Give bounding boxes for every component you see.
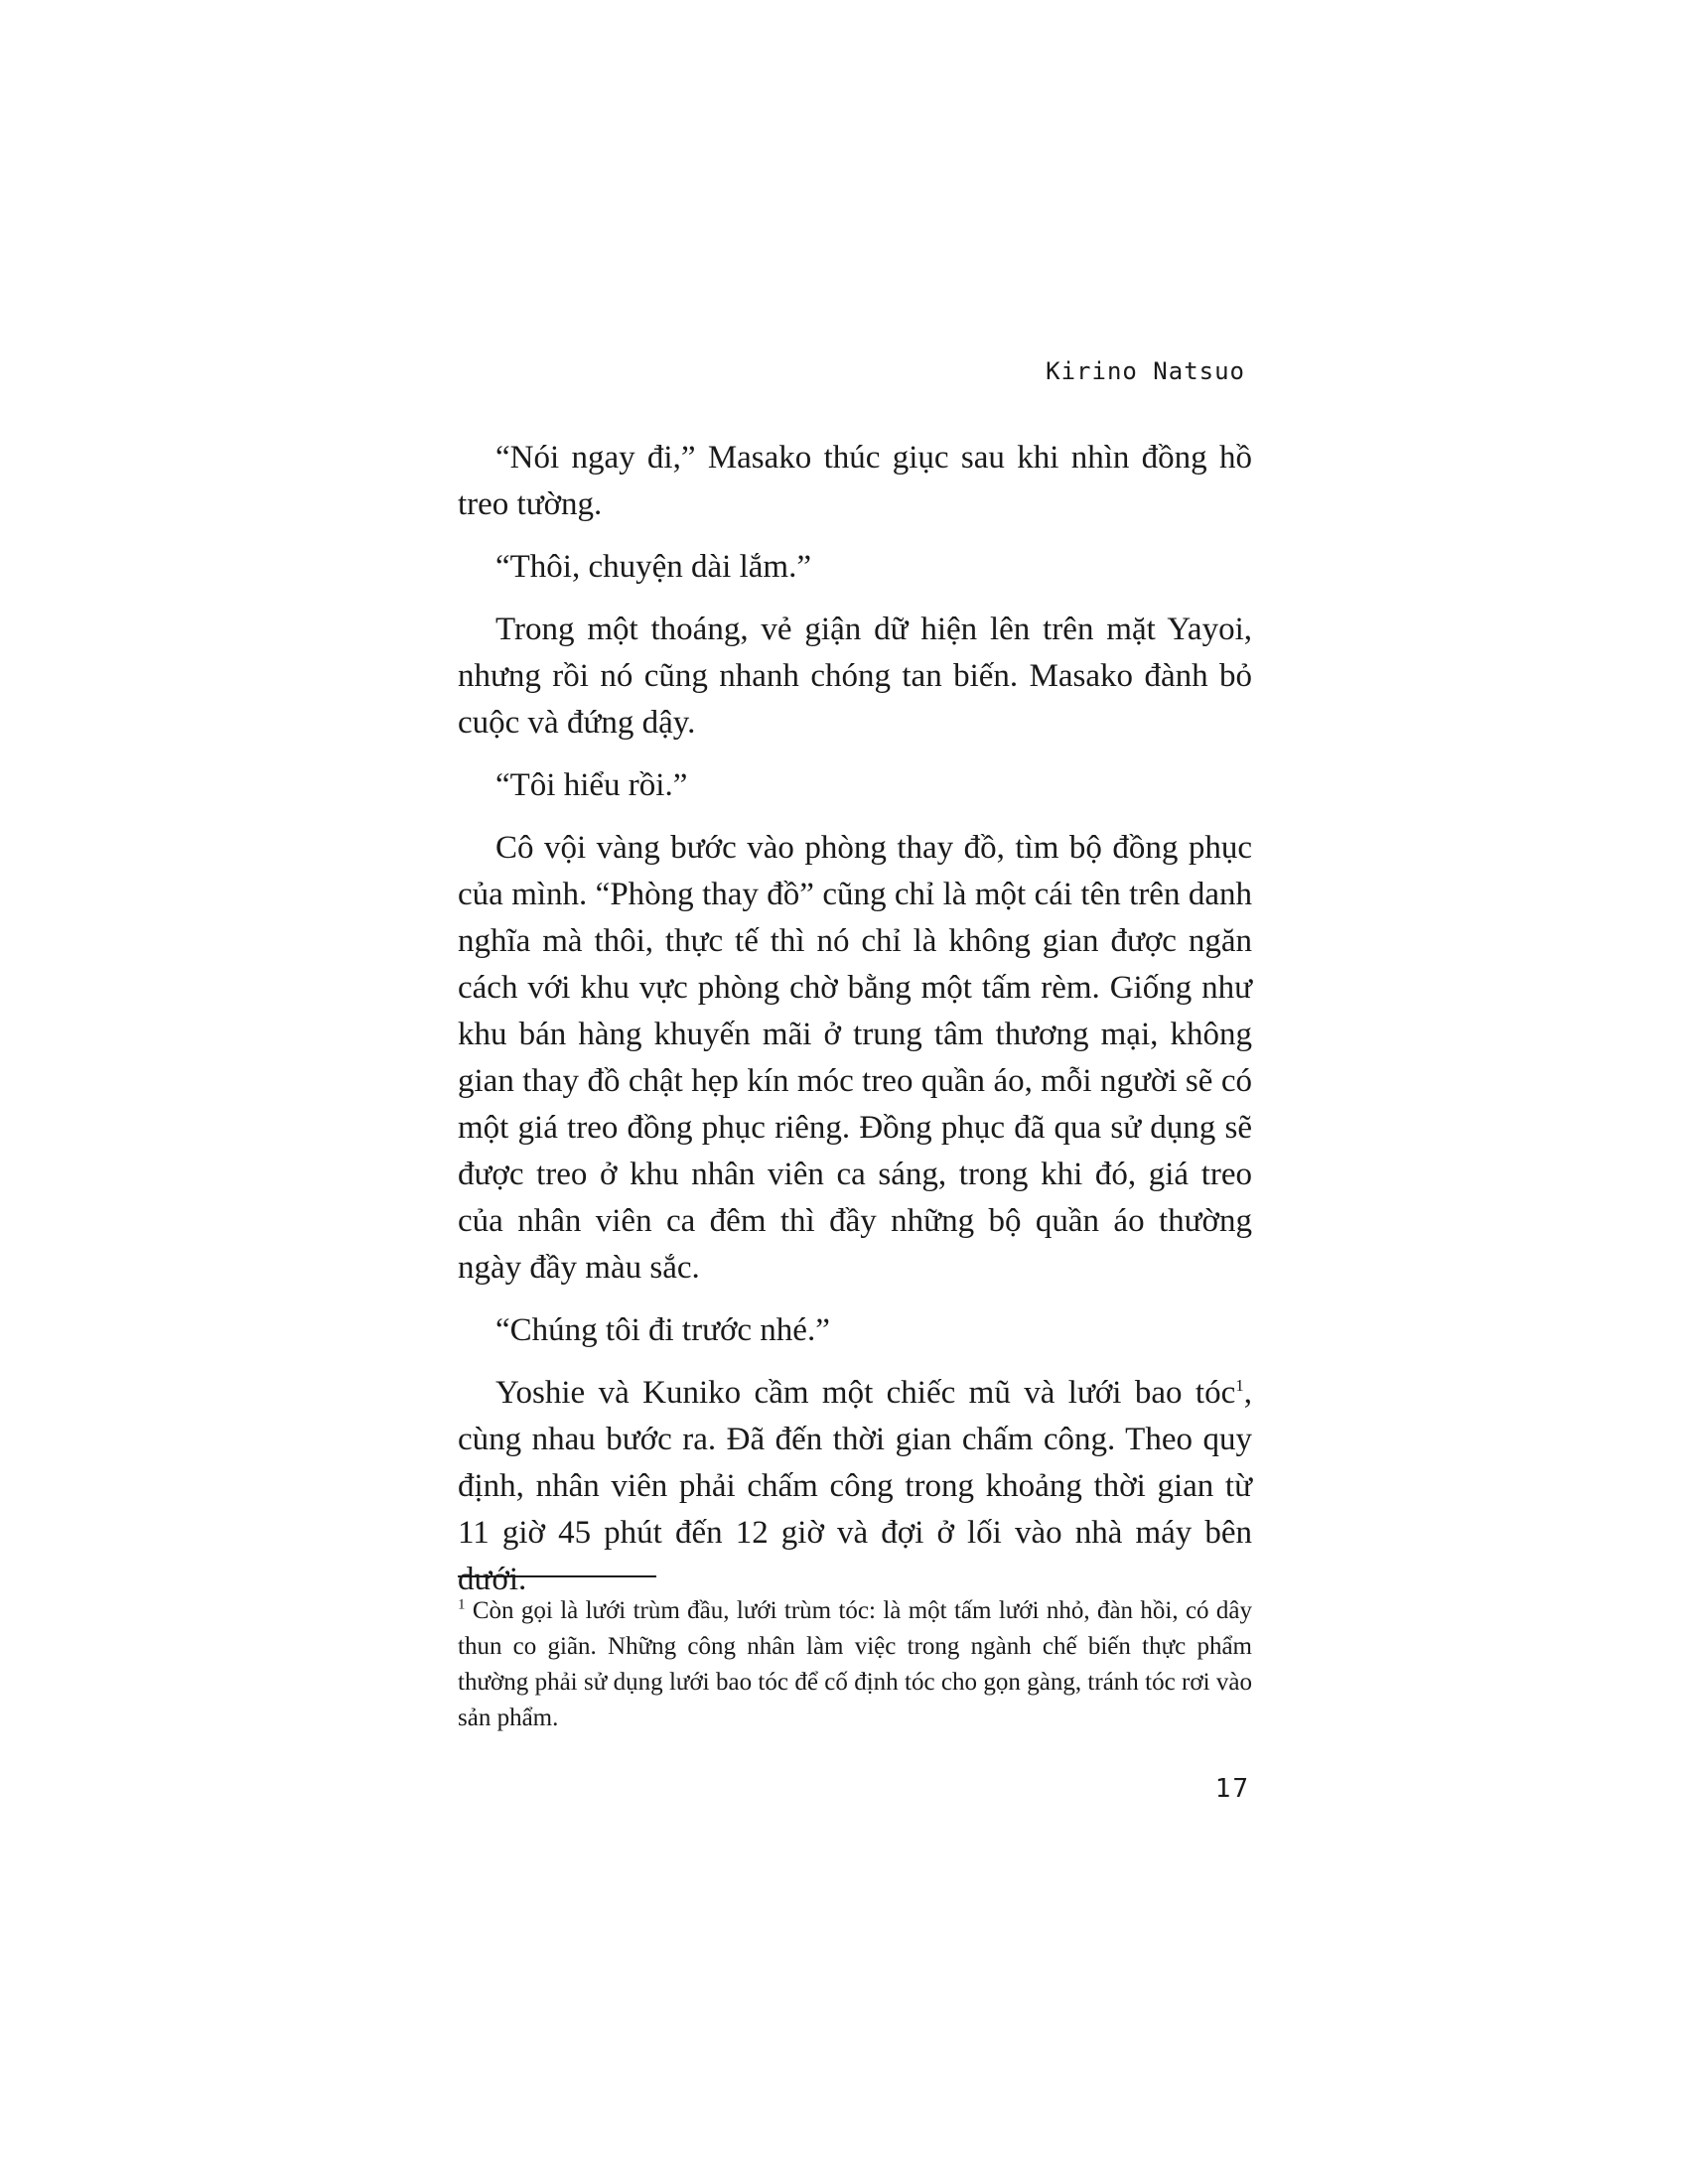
paragraph: “Chúng tôi đi trước nhé.” bbox=[495, 1312, 830, 1348]
paragraph-text: , cùng nhau bước ra. Đã đến thời gian chấm công. Theo quy định, nhân viên phải chấm công trong khoảng thời gian từ 11 giờ 45 phút đến 12 giờ và đợi ở lối vào nhà máy bên dưới. bbox=[458, 1375, 1252, 1597]
running-head-author: Kirino Natsuo bbox=[1046, 357, 1245, 385]
paragraph-with-footnote bbox=[458, 1370, 1252, 1603]
footnote-separator bbox=[458, 1575, 656, 1577]
paragraph: Trong một thoáng, vẻ giận dữ hiện lên trên mặt Yayoi, nhưng rồi nó cũng nhanh chóng tan biến. Masako đành bỏ cuộc và đứng dậy. bbox=[458, 612, 1252, 741]
footnote-marker: 1 bbox=[458, 1596, 466, 1613]
paragraph: Cô vội vàng bước vào phòng thay đồ, tìm bộ đồng phục của mình. “Phòng thay đồ” cũng chỉ là một cái tên trên danh nghĩa mà thôi, thực tế thì nó chỉ là không gian được ngăn cách với khu vực phòng chờ bằng một tấm rèm. Giống như khu bán hàng khuyến mãi ở trung tâm thương mại, không gian thay đồ chật hẹp kín móc treo quần áo, mỗi người sẽ có một giá treo đồng phục riêng. Đồng phục đã qua sử dụng sẽ được treo ở khu nhân viên ca sáng, trong khi đó, giá treo của nhân viên ca đêm thì đầy những bộ quần áo thường ngày đầy màu sắc. bbox=[458, 830, 1252, 1286]
footnote-text: Còn gọi là lưới trùm đầu, lưới trùm tóc: là một tấm lưới nhỏ, đàn hồi, có dây thun co giãn. Những công nhân làm việc trong ngành chế biến thực phẩm thường phải sử dụng lưới bao tóc để cố định tóc cho gọn gàng, tránh tóc rơi vào sản phẩm. bbox=[458, 1597, 1252, 1731]
paragraph: “Tôi hiểu rồi.” bbox=[495, 767, 688, 803]
page-number: 17 bbox=[1214, 1774, 1250, 1804]
footnote-reference: 1 bbox=[1235, 1376, 1244, 1395]
footnote bbox=[458, 1593, 1252, 1736]
paragraph: “Nói ngay đi,” Masako thúc giục sau khi nhìn đồng hồ treo tường. bbox=[458, 440, 1252, 522]
body-text bbox=[458, 435, 1252, 1619]
paragraph-text: Yoshie và Kuniko cầm một chiếc mũ và lưới bao tóc bbox=[495, 1375, 1236, 1411]
paragraph: “Thôi, chuyện dài lắm.” bbox=[495, 549, 811, 585]
